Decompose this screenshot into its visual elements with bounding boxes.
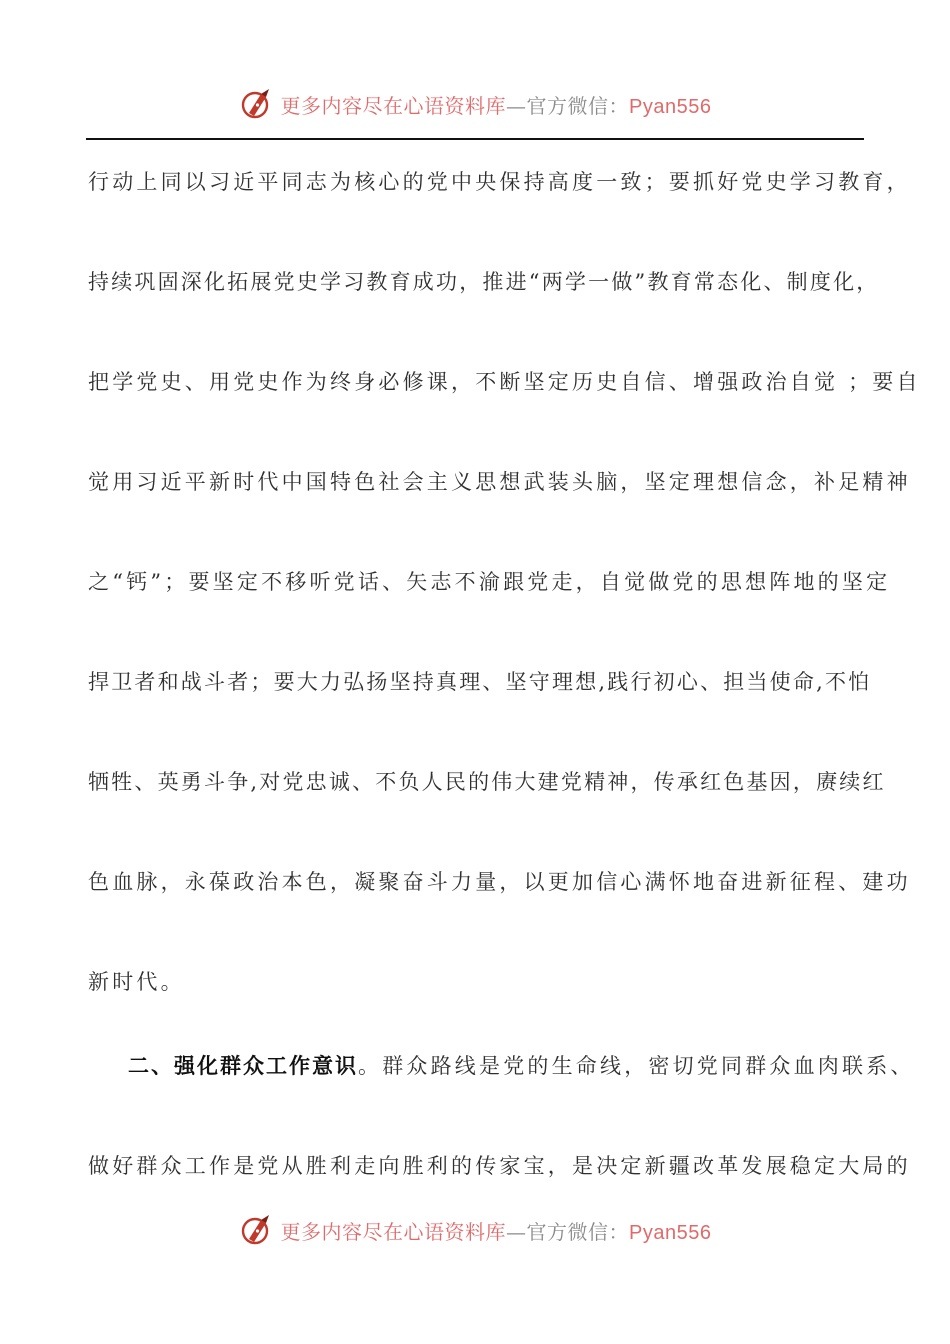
body-line: 持续巩固深化拓展党史学习教育成功，推进“两学一做”教育常态化、制度化， <box>88 270 880 294</box>
banner-wechat-id: Pyan556 <box>629 95 712 118</box>
pen-nib-logo-icon <box>239 1212 275 1248</box>
banner-main-text: 更多内容尽在心语资料库 <box>280 93 507 118</box>
body-line: 色血脉，永葆政治本色，凝聚奋斗力量，以更加信心满怀地奋进新征程、建功 <box>88 870 911 894</box>
body-line: 觉用习近平新时代中国特色社会主义思想武装头脑，坚定理想信念，补足精神 <box>88 470 911 494</box>
footer-banner <box>0 1208 950 1252</box>
header-banner <box>0 82 950 126</box>
banner-official-label: 官方微信： <box>526 93 630 118</box>
section-heading: 二、强化群众工作意识 <box>128 1054 358 1078</box>
banner-main-text: 更多内容尽在心语资料库 <box>280 1219 507 1244</box>
banner-separator: — <box>506 93 527 118</box>
body-line: 牺牲、英勇斗争,对党忠诚、不负人民的伟大建党精神，传承红色基因，赓续红 <box>88 770 886 794</box>
section-heading-end: 。 <box>358 1054 383 1078</box>
body-line: 之“钙”；要坚定不移听党话、矢志不渝跟党走，自觉做党的思想阵地的坚定 <box>88 570 891 594</box>
body-line: 把学党史、用党史作为终身必修课，不断坚定历史自信、增强政治自觉 ；要自 <box>88 370 921 394</box>
body-line: 新时代。 <box>88 970 185 994</box>
section-first-line <box>128 1056 915 1077</box>
footer-banner-text <box>281 1216 712 1245</box>
header-banner-text <box>281 90 712 119</box>
body-line: 捍卫者和战斗者；要大力弘扬坚持真理、坚守理想,践行初心、担当使命,不怕 <box>88 670 872 694</box>
pen-nib-logo-icon <box>239 86 275 122</box>
section-line: 做好群众工作是党从胜利走向胜利的传家宝，是决定新疆改革发展稳定大局的 <box>88 1154 911 1178</box>
banner-separator: — <box>506 1219 527 1244</box>
body-line: 行动上同以习近平同志为核心的党中央保持高度一致；要抓好党史学习教育， <box>88 170 911 194</box>
banner-official-label: 官方微信： <box>526 1219 630 1244</box>
section-line-rest: 群众路线是党的生命线，密切党同群众血肉联系、 <box>382 1054 915 1078</box>
header-rule <box>86 138 864 140</box>
banner-wechat-id: Pyan556 <box>629 1221 712 1244</box>
